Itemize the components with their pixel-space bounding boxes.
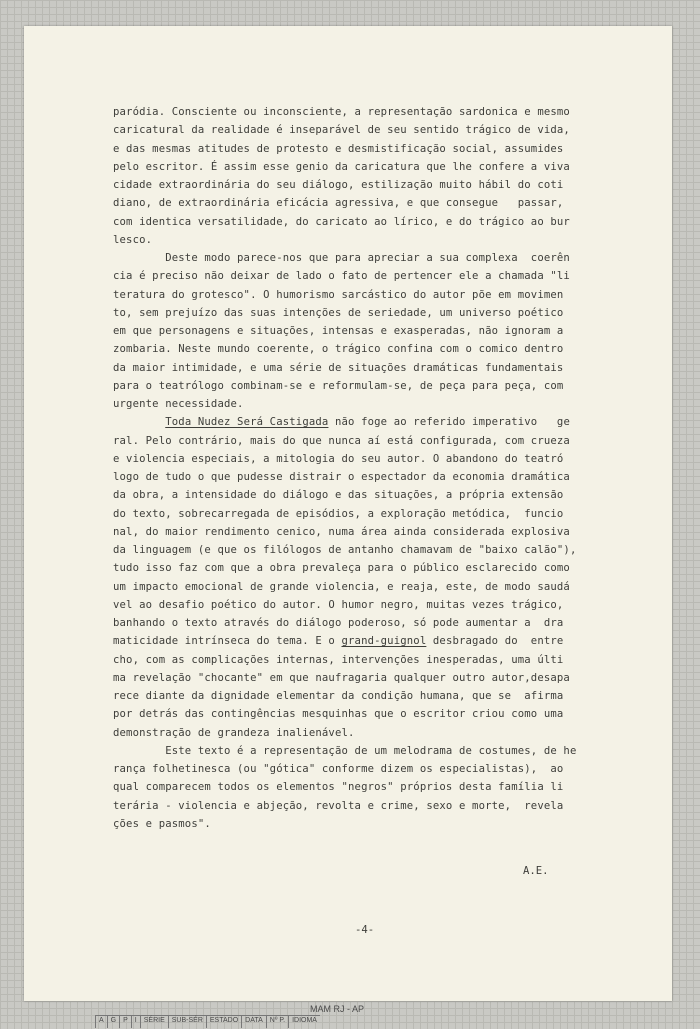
- text-line: [113, 632, 667, 650]
- text-line: [113, 778, 667, 796]
- text-line: [113, 505, 667, 523]
- text-segment: com identica versatilidade, do caricato ao lírico, e do trágico ao bur: [113, 215, 570, 228]
- text-line: [113, 742, 667, 760]
- text-segment: não foge ao referido imperativo ge: [328, 416, 570, 429]
- text-segment: urgente necessidade.: [113, 398, 244, 410]
- text-segment: tudo isso faz com que a obra prevaleça para o público esclarecido como: [113, 562, 570, 575]
- archive-index-table: [95, 1015, 320, 1029]
- text-line: [113, 322, 667, 340]
- text-line: [113, 669, 667, 687]
- page-number: -4-: [355, 924, 375, 936]
- text-segment: ções e pasmos".: [113, 817, 211, 830]
- text-line: [113, 450, 667, 468]
- text-line: [113, 687, 667, 705]
- text-line: [113, 468, 667, 486]
- text-line: [113, 596, 667, 614]
- author-initials: A.E.: [523, 865, 549, 877]
- text-segment: terária - violencia e abjeção, revolta e crime, sexo e morte, revela: [113, 799, 564, 812]
- text-line: [113, 231, 667, 249]
- text-line: [113, 121, 667, 139]
- text-line: [113, 249, 667, 267]
- text-line: [113, 486, 667, 504]
- text-line: [113, 340, 667, 358]
- archive-column-header: IDIOMA: [288, 1016, 320, 1028]
- document-body: [113, 103, 667, 833]
- text-segment: um impacto emocional de grande violencia, e reaja, este, de modo saudá: [113, 580, 570, 593]
- text-segment: ma revelação "chocante" em que naufragaria qualquer outro autor,desapa: [113, 671, 570, 684]
- archive-label: MAM RJ - AP: [310, 1004, 365, 1014]
- text-segment: da linguagem (e que os filólogos de antanho chamavam de "baixo calão"),: [113, 544, 577, 556]
- text-line: [113, 413, 667, 431]
- text-segment: logo de tudo o que pudesse distrair o espectador da economia dramática: [113, 471, 570, 483]
- text-line: [113, 432, 667, 450]
- text-segment: lesco.: [113, 233, 153, 246]
- text-line: [113, 140, 667, 158]
- text-line: [113, 815, 667, 833]
- archive-column-header: DATA: [241, 1016, 266, 1028]
- underlined-title: Toda Nudez Será Castigada: [165, 416, 329, 429]
- text-segment: banhando o texto através do diálogo poderoso, só pode aumentar a dra: [113, 617, 564, 629]
- text-line: [113, 523, 667, 541]
- text-segment: por detrás das contingências mesquinhas que o escritor criou como uma: [113, 708, 564, 721]
- text-line: [113, 395, 667, 413]
- archive-column-header: A: [95, 1016, 107, 1028]
- text-line: [113, 213, 667, 231]
- text-segment: nal, do maior rendimento cenico, numa área ainda considerada explosiva: [113, 525, 570, 538]
- text-segment: to, sem prejuízo das suas intenções de seriedade, um universo poético: [113, 306, 564, 319]
- text-segment: caricatural da realidade é inseparável de seu sentido trágico de vida,: [113, 124, 570, 137]
- text-line: [113, 614, 667, 632]
- text-line: [113, 760, 667, 778]
- text-segment: em que personagens e situações, intensas e exasperadas, não ignoram a: [113, 325, 564, 337]
- text-line: [113, 267, 667, 285]
- text-segment: cidade extraordinária do seu diálogo, estilização muito hábil do coti: [113, 179, 564, 191]
- archive-column-header: G: [107, 1016, 119, 1028]
- text-line: [113, 158, 667, 176]
- text-line: [113, 578, 667, 596]
- text-line: [113, 103, 667, 121]
- archive-column-header: Nº P.: [266, 1016, 288, 1028]
- text-segment: e das mesmas atitudes de protesto e desmistificação social, assumides: [113, 142, 564, 155]
- archive-column-header: SUB-SÉR: [168, 1016, 206, 1028]
- text-line: [113, 377, 667, 395]
- underlined-title: grand-guignol: [341, 635, 427, 648]
- text-segment: diano, de extraordinária eficácia agressiva, e que consegue passar,: [113, 197, 564, 210]
- text-line: [113, 194, 667, 212]
- text-segment: cho, com as complicações internas, intervenções inesperadas, uma últi: [113, 653, 564, 666]
- text-segment: zombaria. Neste mundo coerente, o trágico confina com o comico dentro: [113, 343, 564, 356]
- text-segment: maticidade intrínseca do tema. E o: [113, 635, 342, 648]
- text-segment: vel ao desafio poético do autor. O humor negro, muitas vezes trágico,: [113, 598, 564, 611]
- text-segment: para o teatrólogo combinam-se e reformulam-se, de peça para peça, com: [113, 379, 564, 392]
- archive-column-header: ESTADO: [206, 1016, 241, 1028]
- text-line: [113, 176, 667, 194]
- text-segment: Deste modo parece-nos que para apreciar a sua complexa coerên: [113, 252, 570, 264]
- archive-column-header: I: [131, 1016, 140, 1028]
- text-segment: da maior intimidade, e uma série de situações dramáticas fundamentais: [113, 361, 564, 374]
- text-segment: do texto, sobrecarregada de episódios, a exploração metódica, funcio: [113, 507, 564, 520]
- text-line: [113, 651, 667, 669]
- text-line: [113, 705, 667, 723]
- text-segment: demonstração de grandeza inalienável.: [113, 726, 355, 739]
- text-line: [113, 304, 667, 322]
- archive-column-header: SÉRIE: [140, 1016, 168, 1028]
- text-segment: da obra, a intensidade do diálogo e das situações, a própria extensão: [113, 489, 564, 502]
- text-segment: ral. Pelo contrário, mais do que nunca aí está configurada, com crueza: [113, 434, 570, 447]
- text-segment: paródia. Consciente ou inconsciente, a representação sardonica e mesmo: [113, 106, 570, 118]
- text-line: [113, 359, 667, 377]
- text-segment: [113, 416, 165, 428]
- text-line: [113, 724, 667, 742]
- text-segment: desbragado do entre: [426, 635, 564, 648]
- text-segment: rança folhetinesca (ou "gótica" conforme dizem os especialistas), ao: [113, 763, 564, 775]
- text-segment: teratura do grotesco". O humorismo sarcástico do autor põe em movimen: [113, 288, 564, 301]
- text-segment: Este texto é a representação de um melodrama de costumes, de he: [113, 744, 577, 757]
- text-line: [113, 541, 667, 559]
- archive-strip: [0, 1004, 700, 1028]
- text-segment: cia é preciso não deixar de lado o fato de pertencer ele a chamada "li: [113, 270, 570, 283]
- text-segment: qual comparecem todos os elementos "negros" próprios desta família li: [113, 781, 564, 794]
- text-line: [113, 559, 667, 577]
- text-line: [113, 286, 667, 304]
- text-segment: e violencia especiais, a mitologia do seu autor. O abandono do teatró: [113, 452, 564, 465]
- text-line: [113, 797, 667, 815]
- archive-column-header: P: [119, 1016, 131, 1028]
- text-segment: rece diante da dignidade elementar da condição humana, que se afirma: [113, 690, 564, 702]
- text-segment: pelo escritor. É assim esse genio da caricatura que lhe confere a viva: [113, 160, 570, 173]
